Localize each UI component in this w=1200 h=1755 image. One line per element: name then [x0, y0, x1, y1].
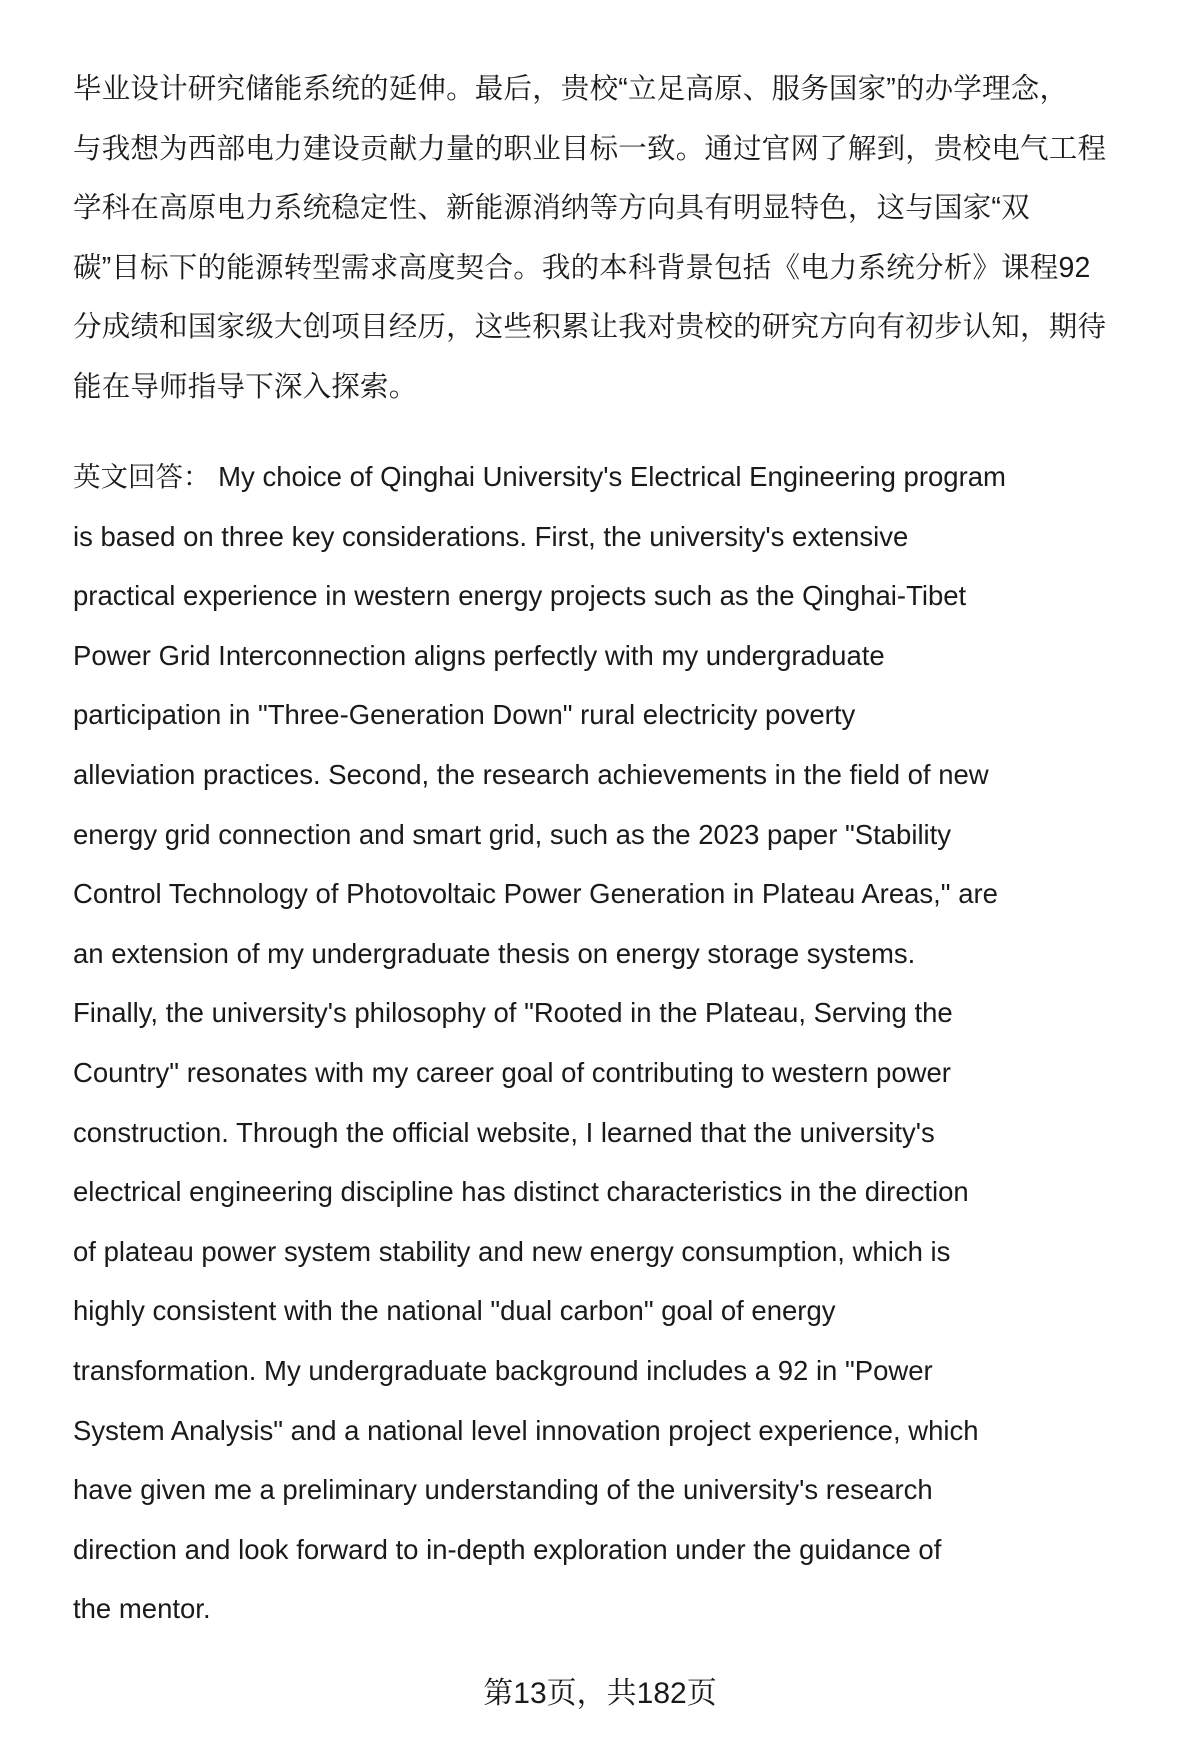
- text-line: of plateau power system stability and new energy consumption, which is: [73, 1235, 951, 1267]
- text-line: energy grid connection and smart grid, such as the 2023 paper "Stability: [73, 818, 952, 850]
- text-line: electrical engineering discipline has distinct characteristics in the direction: [73, 1176, 969, 1208]
- text-line: transformation. My undergraduate background includes a 92 in "Power: [73, 1355, 933, 1386]
- text-line: System Analysis" and a national level innovation project experience, which: [73, 1414, 979, 1446]
- text-line: alleviation practices. Second, the research achievements in the field of new: [73, 759, 989, 790]
- text-line: 分成绩和国家级大创项目经历，这些积累让我对贵校的研究方向有初步认知，期待: [73, 311, 1107, 344]
- text-line: 毕业设计研究储能系统的延伸。最后，贵校“立足高原、服务国家”的办学理念，: [73, 73, 1069, 105]
- text-line: practical experience in western energy projects such as the Qinghai-Tibet: [73, 580, 967, 612]
- text-line: Power Grid Interconnection aligns perfectly with my undergraduate: [73, 639, 885, 671]
- text-line: Country" resonates with my career goal of contributing to western power: [73, 1057, 951, 1088]
- text-line: have given me a preliminary understanding of the university's research: [73, 1474, 933, 1506]
- text-line: 与我想为西部电力建设贡献力量的职业目标一致。通过官网了解到，贵校电气工程: [73, 132, 1107, 165]
- text-line: direction and look forward to in-depth exploration under the guidance of: [73, 1533, 942, 1565]
- text-line: Finally, the university's philosophy of "Rooted in the Plateau, Serving the: [73, 997, 953, 1029]
- text-line: 学科在高原电力系统稳定性、新能源消纳等方向具有明显特色，这与国家“双: [73, 192, 1030, 225]
- text-line: highly consistent with the national "dual carbon" goal of energy: [73, 1295, 836, 1327]
- text-line: 碳”目标下的能源转型需求高度契合。我的本科背景包括《电力系统分析》课程92: [73, 251, 1091, 284]
- text-line: Control Technology of Photovoltaic Power Generation in Plateau Areas," are: [73, 878, 998, 910]
- text-line: participation in "Three-Generation Down" rural electricity poverty: [73, 699, 856, 731]
- text-line: is based on three key considerations. First, the university's extensive: [73, 520, 909, 552]
- text-line: an extension of my undergraduate thesis on energy storage systems.: [73, 937, 916, 969]
- text-line: construction. Through the official website, I learned that the university's: [73, 1116, 935, 1148]
- text-line: 英文回答： My choice of Qinghai University's Electrical Engineering program: [73, 461, 1006, 492]
- page-number: 第13页，共182页: [483, 1677, 717, 1710]
- text-line: 能在导师指导下深入探索。: [73, 371, 418, 403]
- text-line: the mentor.: [73, 1593, 211, 1625]
